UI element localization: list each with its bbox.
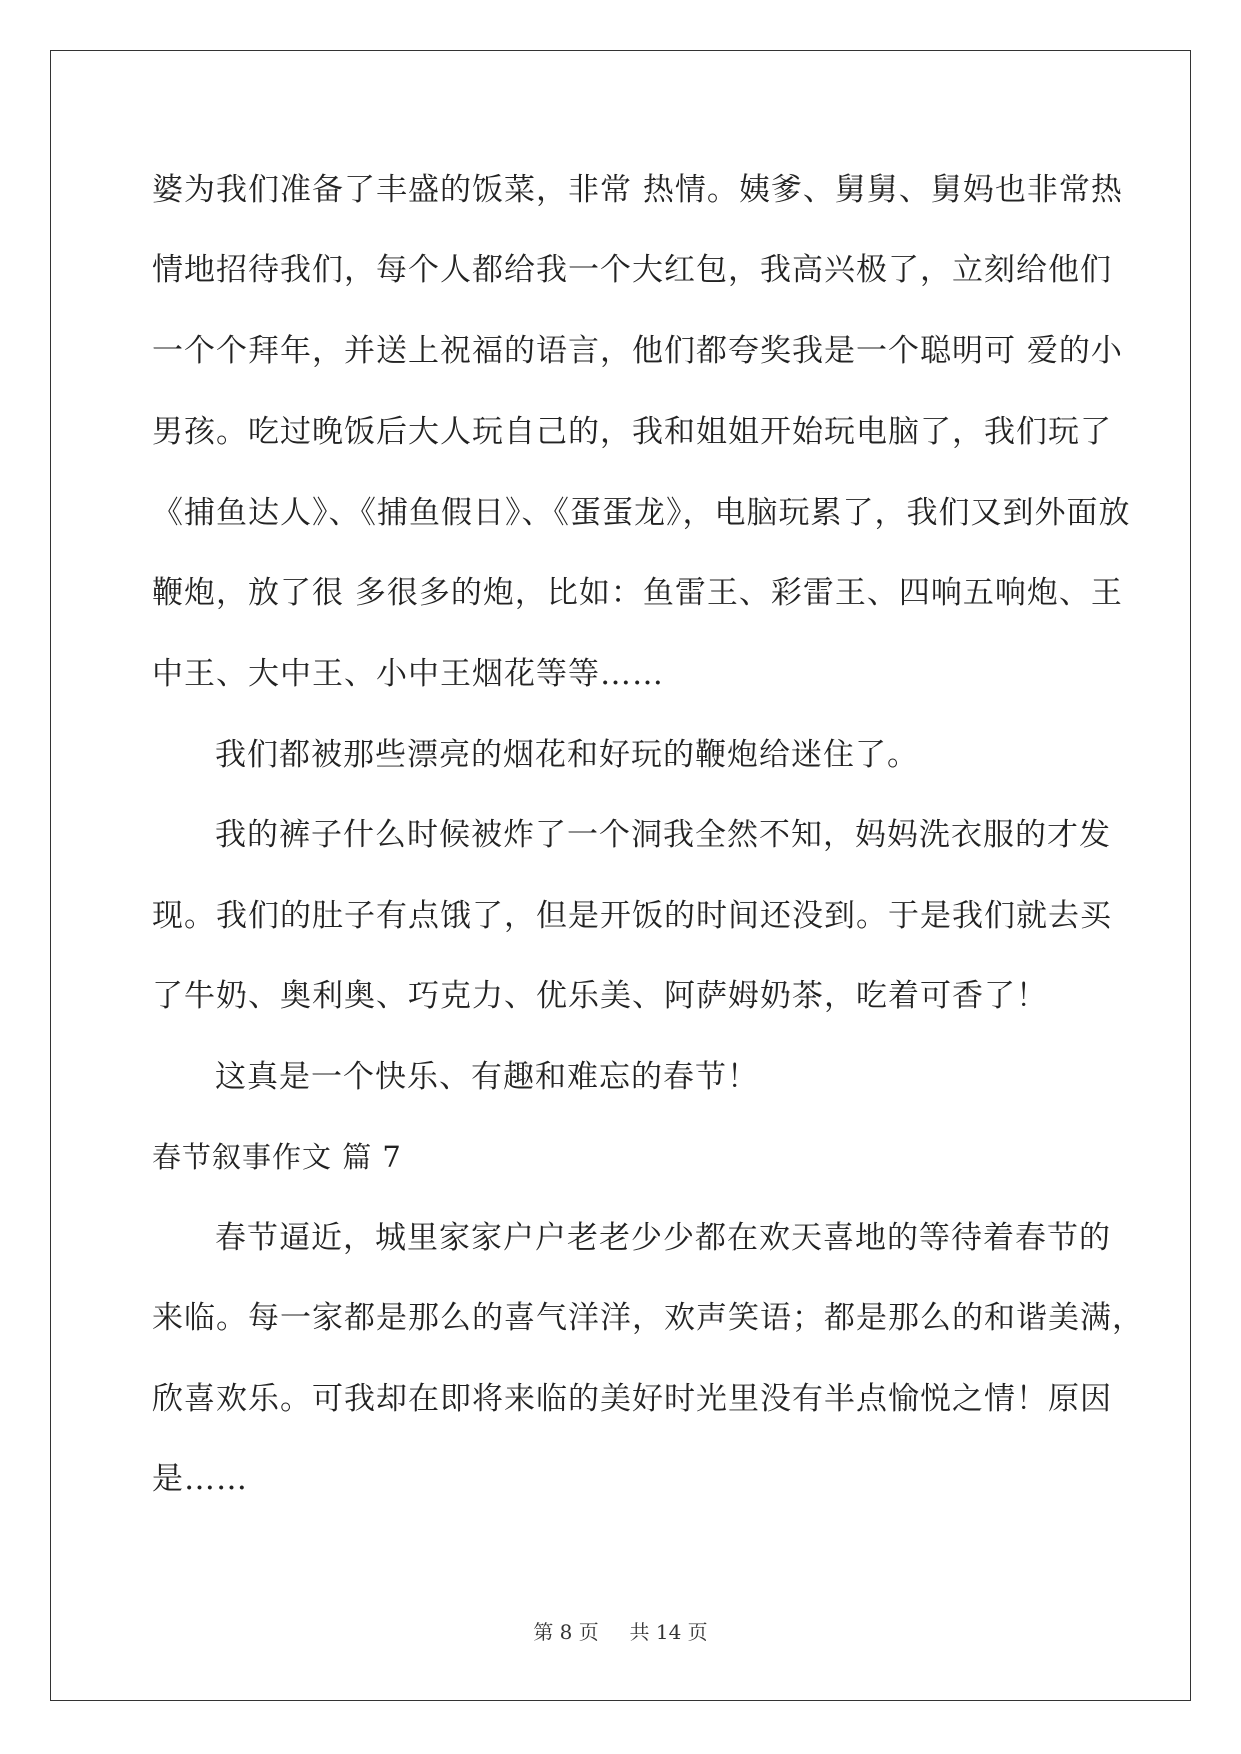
page-number: 第 8 页 (533, 1620, 599, 1644)
paragraph-line: 春节逼近，城里家家户户老老少少都在欢天喜地的等待着春节的 (215, 1220, 1111, 1256)
body-line: 欣喜欢乐。可我却在即将来临的美好时光里没有半点愉悦之情！原因 (152, 1381, 1112, 1417)
body-line: 婆为我们准备了丰盛的饭菜，非常 热情。姨爹、舅舅、舅妈也非常热 (152, 172, 1123, 208)
body-line: 了牛奶、奥利奥、巧克力、优乐美、阿萨姆奶茶，吃着可香了！ (152, 978, 1048, 1014)
body-line: 来临。每一家都是那么的喜气洋洋，欢声笑语；都是那么的和谐美满， (152, 1300, 1144, 1336)
page-footer (0, 1620, 1241, 1644)
body-line: 一个个拜年，并送上祝福的语言，他们都夸奖我是一个聪明可 爱的小 (152, 333, 1123, 369)
body-line: 是…… (152, 1461, 248, 1497)
page-frame (50, 50, 1191, 1701)
body-line: 现。我们的肚子有点饿了，但是开饭的时间还没到。于是我们就去买 (152, 898, 1112, 934)
paragraph-line: 这真是一个快乐、有趣和难忘的春节！ (215, 1059, 759, 1095)
body-line: 情地招待我们，每个人都给我一个大红包，我高兴极了，立刻给他们 (152, 252, 1112, 288)
page-total: 共 14 页 (629, 1620, 708, 1644)
body-line: 男孩。吃过晚饭后大人玩自己的，我和姐姐开始玩电脑了，我们玩了 (152, 414, 1112, 450)
body-line: 《捕鱼达人》、《捕鱼假日》、《蛋蛋龙》，电脑玩累了，我们又到外面放 (152, 495, 1131, 531)
body-line: 中王、大中王、小中王烟花等等…… (152, 656, 664, 692)
body-line: 鞭炮，放了很 多很多的炮，比如：鱼雷王、彩雷王、四响五响炮、王 (152, 575, 1123, 611)
paragraph-line: 我的裤子什么时候被炸了一个洞我全然不知，妈妈洗衣服的才发 (215, 817, 1111, 853)
paragraph-line: 我们都被那些漂亮的烟花和好玩的鞭炮给迷住了。 (215, 737, 919, 773)
section-heading: 春节叙事作文 篇 7 (152, 1140, 402, 1174)
